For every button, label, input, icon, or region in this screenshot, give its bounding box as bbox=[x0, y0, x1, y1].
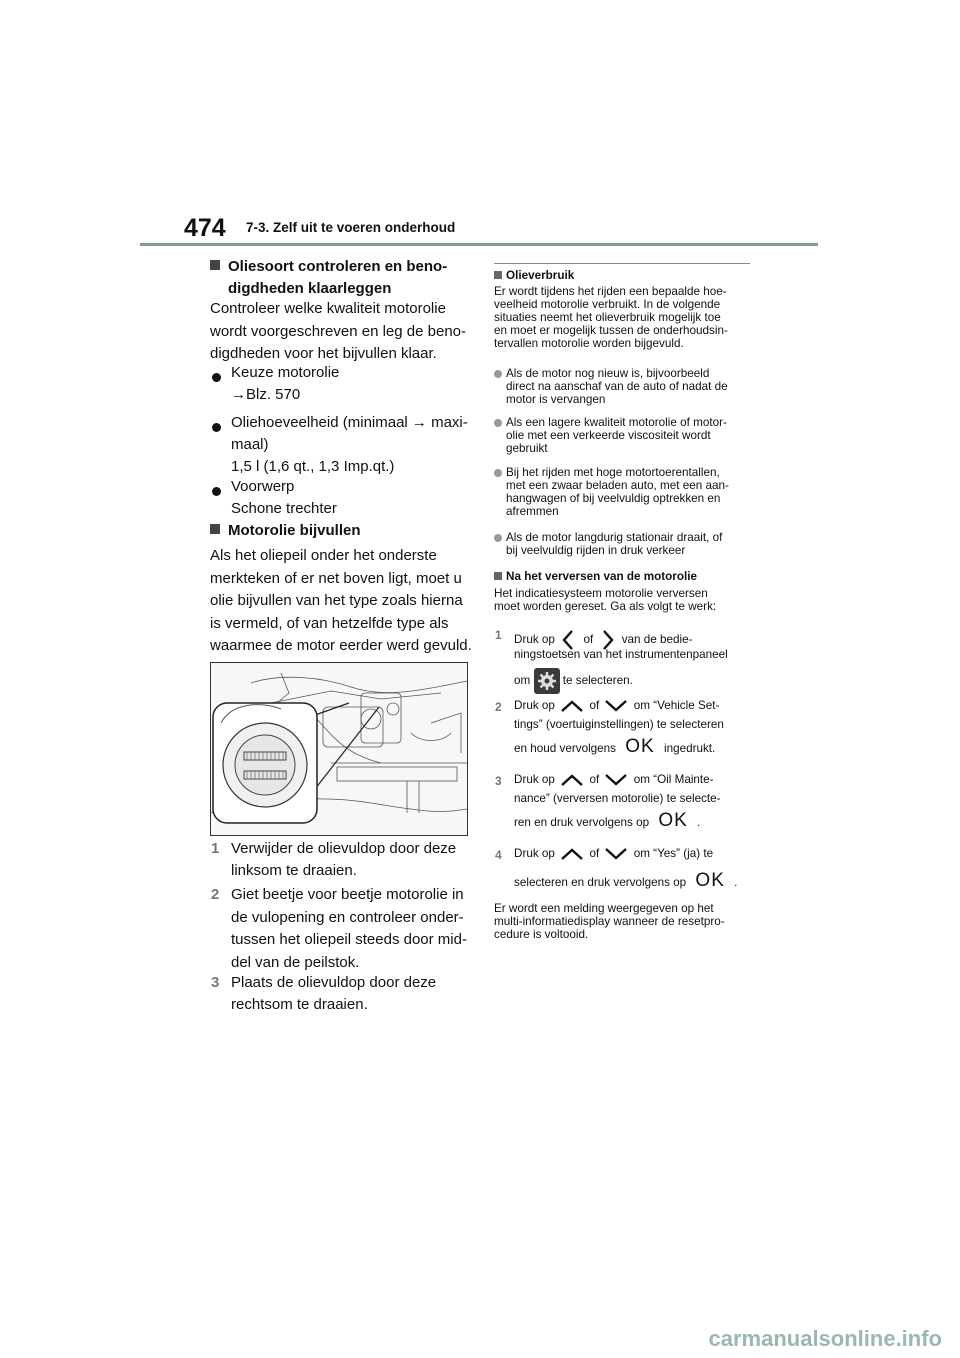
text-fragment: om “Oil Mainte- bbox=[633, 773, 714, 787]
heading-oil-consumption bbox=[494, 269, 752, 282]
text-line: digdheden voor het bijvullen klaar. bbox=[210, 345, 437, 362]
text-line: Verwijder de olievuldop door deze bbox=[231, 840, 457, 857]
text-line: direct na aanschaf van de auto of nadat de bbox=[506, 380, 728, 393]
text-line: waarmee de motor eerder werd gevuld. bbox=[210, 637, 472, 654]
text-line: merkteken of er net boven ligt, moet u bbox=[210, 569, 462, 587]
heading-line: Oliesoort controleren en beno- bbox=[228, 258, 448, 275]
text-line: maal) bbox=[231, 436, 269, 453]
text-line: Als het oliepeil onder het onderste bbox=[210, 547, 437, 564]
bullet-icon bbox=[494, 534, 502, 542]
heading-add-oil bbox=[210, 520, 468, 542]
text-line: linksom te draaien. bbox=[231, 862, 357, 879]
text-fragment: selecteren en druk vervolgens op bbox=[514, 876, 687, 889]
header-rule bbox=[140, 243, 818, 246]
engine-oil-cap-illustration bbox=[210, 662, 468, 836]
text-fragment: ingedrukt. bbox=[663, 742, 716, 755]
heading-text: Na het verversen van de motorolie bbox=[506, 570, 697, 583]
paragraph-intro bbox=[210, 298, 468, 366]
text-fragment: of bbox=[589, 847, 600, 861]
text-fragment: om “Yes” (ja) te bbox=[633, 847, 714, 861]
text-line: moet worden gereset. Ga als volgt te werk: bbox=[494, 600, 717, 613]
step-number: 1 bbox=[495, 628, 502, 642]
paragraph-closing bbox=[494, 902, 752, 941]
step-number: 4 bbox=[495, 848, 502, 862]
square-bullet-icon bbox=[494, 572, 502, 580]
watermark: carmanualsonline.info bbox=[708, 1326, 942, 1351]
bullet-icon bbox=[212, 482, 230, 504]
step-number: 3 bbox=[211, 974, 220, 991]
bullet-icon bbox=[494, 370, 502, 378]
square-bullet-icon bbox=[494, 271, 502, 279]
text-line: de vulopening en controleer onder- bbox=[231, 908, 464, 926]
step-line bbox=[514, 846, 713, 862]
step-line: ningstoetsen van het instrumentenpaneel bbox=[514, 648, 728, 661]
text-line: cedure is voltooid. bbox=[494, 928, 589, 941]
chevron-up-icon bbox=[558, 846, 586, 862]
text-line: hangwagen of bij veelvuldig optrekken en bbox=[506, 492, 721, 505]
text-fragment: van de bedie- bbox=[621, 633, 693, 647]
heading-oil-type bbox=[210, 256, 468, 300]
text-line: Oliehoeveelheid (minimaal → maxi- bbox=[231, 414, 468, 431]
text-fragment: Druk op bbox=[514, 699, 555, 713]
text-line: olie bijvullen van het type zoals hierna bbox=[210, 592, 463, 609]
step-line bbox=[514, 698, 719, 714]
text-fragment: Druk op bbox=[514, 773, 555, 787]
text-line: Bij het rijden met hoge motortoerentallen, bbox=[506, 466, 720, 479]
text-line: tussen het oliepeil steeds door mid- bbox=[231, 931, 467, 948]
step-line bbox=[514, 668, 633, 694]
step-number: 3 bbox=[495, 774, 502, 788]
step-number: 2 bbox=[495, 700, 502, 714]
text-line: Controleer welke kwaliteit motorolie bbox=[210, 300, 446, 317]
gear-icon bbox=[534, 668, 560, 694]
step-number: 2 bbox=[211, 886, 220, 903]
text-fragment: ren en druk vervolgens op bbox=[514, 816, 650, 829]
text-line: is vermeld, of van hetzelfde type als bbox=[210, 614, 449, 632]
text-line: gebruikt bbox=[506, 442, 548, 455]
text-line: situaties neemt het olieverbruik mogelijk toe bbox=[494, 311, 721, 324]
text-line: Er wordt een melding weergegeven op het bbox=[494, 902, 714, 915]
ok-icon: OK bbox=[695, 870, 725, 891]
text-line: afremmen bbox=[506, 505, 559, 518]
step-text bbox=[231, 838, 471, 882]
text-fragment: om bbox=[514, 674, 531, 688]
text-line: Als de motor nog nieuw is, bijvoorbeeld bbox=[506, 367, 710, 380]
step-line: nance” (verversen motorolie) te selecte- bbox=[514, 792, 721, 805]
text-line: Keuze motorolie bbox=[231, 364, 340, 381]
divider bbox=[494, 263, 750, 264]
text-line: Voorwerp bbox=[231, 478, 295, 495]
text-line: en moet er mogelijk tussen de onderhoudsin- bbox=[494, 324, 728, 337]
text-line: Het indicatiesysteem motorolie verversen bbox=[494, 587, 708, 600]
bullet-item bbox=[506, 466, 756, 518]
step-text bbox=[231, 972, 471, 1016]
text-line: 1,5 l (1,6 qt., 1,3 Imp.qt.) bbox=[231, 458, 395, 475]
step-line bbox=[514, 772, 714, 788]
bullet-item bbox=[506, 367, 756, 406]
square-bullet-icon bbox=[210, 524, 220, 534]
bullet-oil-quantity bbox=[231, 412, 468, 478]
chevron-down-icon bbox=[602, 698, 630, 714]
text-line: wordt voorgeschreven en leg de beno- bbox=[210, 322, 466, 340]
chevron-up-icon bbox=[558, 698, 586, 714]
bullet-oil-choice bbox=[231, 362, 339, 406]
chevron-up-icon bbox=[558, 772, 586, 788]
text-line: motor is vervangen bbox=[506, 393, 606, 406]
text-line: rechtsom te draaien. bbox=[231, 996, 368, 1013]
step-text bbox=[231, 884, 471, 974]
paragraph-add-oil bbox=[210, 545, 472, 658]
ok-icon: OK bbox=[658, 810, 688, 831]
heading-text: Olieverbruik bbox=[506, 269, 575, 282]
text-fragment: en houd vervolgens bbox=[514, 742, 617, 755]
text-line: Er wordt tijdens het rijden een bepaalde hoe- bbox=[494, 285, 727, 298]
text-fragment: of bbox=[589, 773, 600, 787]
square-bullet-icon bbox=[210, 260, 220, 270]
text-fragment: of bbox=[589, 699, 600, 713]
engine-illustration bbox=[211, 663, 467, 835]
bullet-item bbox=[506, 416, 756, 455]
text-line: Als de motor langdurig stationair draait, of bbox=[506, 531, 723, 544]
text-line: Schone trechter bbox=[231, 500, 337, 517]
ok-icon: OK bbox=[625, 736, 655, 757]
text-fragment: . bbox=[697, 816, 701, 829]
text-line: bij veelvuldig rijden in druk verkeer bbox=[506, 544, 686, 557]
text-fragment: Druk op bbox=[514, 633, 555, 647]
text-fragment: om “Vehicle Set- bbox=[633, 699, 720, 713]
text-fragment: . bbox=[734, 876, 738, 889]
bullet-icon bbox=[212, 418, 230, 440]
section-title: 7-3. Zelf uit te voeren onderhoud bbox=[246, 220, 456, 235]
step-line: tings” (voertuiginstellingen) te selecteren bbox=[514, 718, 724, 731]
step-number: 1 bbox=[211, 840, 220, 857]
text-line: multi-informatiedisplay wanneer de resetpro- bbox=[494, 915, 725, 928]
text-fragment: te selecteren. bbox=[562, 674, 633, 688]
bullet-icon bbox=[494, 469, 502, 477]
chevron-down-icon bbox=[602, 772, 630, 788]
text-line: tervallen motorolie worden bijgevuld. bbox=[494, 337, 684, 350]
bullet-item bbox=[231, 476, 337, 520]
text-line: Als een lagere kwaliteit motorolie of motor- bbox=[506, 416, 727, 429]
heading-after-oil-change bbox=[494, 570, 752, 583]
text-line: met een zwaar beladen auto, met een aan- bbox=[506, 479, 729, 492]
text-fragment: Druk op bbox=[514, 847, 555, 861]
text-line: Plaats de olievuldop door deze bbox=[231, 974, 437, 991]
bullet-icon bbox=[494, 419, 502, 427]
paragraph-consumption bbox=[494, 285, 752, 350]
bullet-icon bbox=[212, 368, 230, 390]
heading-line: digdheden klaarleggen bbox=[228, 280, 392, 297]
text-line: olie met een verkeerde viscositeit wordt bbox=[506, 429, 711, 442]
text-line: veelheid motorolie verbruikt. In de volgende bbox=[494, 298, 721, 311]
chevron-down-icon bbox=[602, 846, 630, 862]
step-line bbox=[514, 736, 716, 757]
text-line: Giet beetje voor beetje motorolie in bbox=[231, 886, 464, 903]
step-line bbox=[514, 870, 738, 891]
heading-text: Motorolie bijvullen bbox=[228, 522, 361, 539]
page-reference: →Blz. 570 bbox=[231, 386, 301, 403]
page-number: 474 bbox=[184, 214, 226, 242]
text-line: del van de peilstok. bbox=[231, 953, 360, 971]
paragraph-reset bbox=[494, 587, 752, 613]
step-line bbox=[514, 810, 701, 831]
bullet-item bbox=[506, 531, 756, 557]
text-fragment: of bbox=[583, 633, 594, 647]
